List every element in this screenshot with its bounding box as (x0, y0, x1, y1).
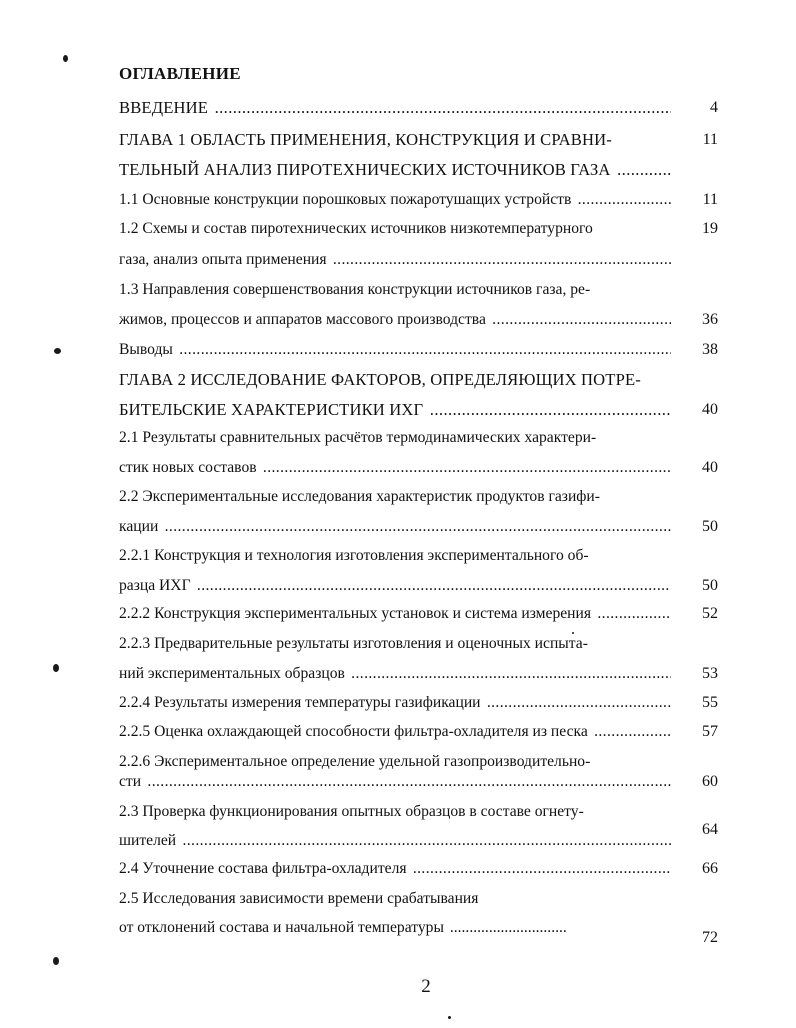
toc-entry-text: стик новых составов (119, 459, 257, 476)
toc-page-number: 55 (702, 694, 718, 711)
toc-entry-2-5 (119, 889, 671, 909)
toc-page-number: 66 (702, 860, 718, 877)
toc-entry-text: сти (119, 773, 142, 790)
toc-entry-1-1 (119, 190, 671, 210)
toc-page-number: 38 (702, 341, 718, 358)
toc-entry-1-3-cont (119, 310, 671, 330)
toc-entry-text: ГЛАВА 2 ИССЛЕДОВАНИЕ ФАКТОРОВ, ОПРЕДЕЛЯЮЩИХ ПОТРЕ- (119, 370, 641, 389)
toc-entry-text: 2.2.3 Предварительные результаты изготовления и оценочных испыта- (119, 635, 588, 652)
toc-entry-2-2-3-cont (119, 664, 671, 684)
toc-entry-text: БИТЕЛЬСКИЕ ХАРАКТЕРИСТИКИ ИХГ (119, 400, 424, 419)
toc-entry-2-2-4 (119, 693, 671, 713)
toc-entry-1-2-cont (119, 250, 671, 270)
toc-page-number: 52 (702, 605, 718, 622)
toc-entry-2-3-cont (119, 831, 671, 851)
toc-page-number: 36 (702, 311, 718, 328)
toc-entry-text: жимов, процессов и аппаратов массового производства (119, 311, 486, 328)
toc-entry-2-2-6 (119, 752, 671, 772)
toc-entry-text: Выводы (119, 341, 173, 358)
toc-entry-text: 2.3 Проверка функционирования опытных образцов в составе огнету- (119, 803, 584, 820)
toc-page-number: 4 (710, 99, 718, 116)
toc-page-number: 40 (702, 459, 718, 476)
scan-speck (448, 1016, 451, 1019)
toc-entry-text: 2.2.1 Конструкция и технология изготовления экспериментального об- (119, 547, 589, 564)
toc-page-number: 50 (702, 518, 718, 535)
scan-speck (53, 664, 59, 672)
toc-entry-2-2 (119, 487, 671, 507)
toc-entry-text: 1.2 Схемы и состав пиротехнических источников низкотемпературного (119, 220, 593, 237)
toc-entry-text: 2.2.4 Результаты измерения температуры газификации (119, 694, 481, 711)
toc-entry-text: разца ИХГ (119, 577, 191, 594)
toc-entry-2-2-6-cont (119, 772, 671, 792)
toc-entry-text: 2.4 Уточнение состава фильтра-охладителя (119, 860, 407, 877)
toc-page-number: 57 (702, 723, 718, 740)
scan-speck (54, 348, 61, 354)
scan-speck (572, 632, 574, 634)
toc-entry-chapter-1-cont (119, 160, 671, 180)
toc-entry-2-2-5 (119, 722, 671, 742)
toc-entry-2-3 (119, 802, 671, 822)
page-number: 2 (421, 976, 431, 997)
toc-entry-text: ТЕЛЬНЫЙ АНАЛИЗ ПИРОТЕХНИЧЕСКИХ ИСТОЧНИКОВ ГАЗА (119, 160, 611, 179)
toc-page-number: 64 (702, 821, 718, 838)
toc-entry-2-1-cont (119, 458, 671, 478)
toc-page-number: 50 (702, 577, 718, 594)
toc-entry-text: от отклонений состава и начальной температуры (119, 919, 444, 936)
toc-entry-text: 2.5 Исследования зависимости времени срабатывания (119, 890, 479, 907)
toc-entry-text: ВВЕДЕНИЕ (119, 98, 209, 117)
toc-page-number: 11 (702, 131, 718, 148)
toc-page-number: 60 (702, 773, 718, 790)
toc-entry-text: кации (119, 518, 159, 535)
toc-entry-text: шителей (119, 832, 177, 849)
toc-entry-2-2-3 (119, 634, 671, 654)
toc-entry-text: газа, анализ опыта применения (119, 251, 327, 268)
toc-entry-text: ний экспериментальных образцов (119, 665, 345, 682)
toc-entry-chapter-2-cont (119, 400, 671, 420)
toc-entry-2-5-cont: от отклонений состава и начальной температуры .............................. (119, 919, 567, 936)
toc-entry-2-2-2 (119, 604, 671, 624)
toc-entry-text: 2.2 Экспериментальные исследования характеристик продуктов газифи- (119, 488, 600, 505)
toc-page-number: 11 (702, 191, 718, 208)
toc-entry-text: 2.1 Результаты сравнительных расчётов термодинамических характери- (119, 429, 597, 446)
scan-speck (53, 957, 59, 965)
toc-entry-text: 2.2.2 Конструкция экспериментальных установок и система измерения (119, 605, 592, 622)
toc-page-number: 53 (702, 665, 718, 682)
toc-entry-chapter-1 (119, 130, 671, 150)
toc-entry-text: 1.3 Направления совершенствования конструкции источников газа, ре- (119, 281, 591, 298)
toc-entry-text: 2.2.6 Экспериментальное определение удельной газопроизводительно- (119, 753, 591, 770)
toc-entry-2-2-1-cont (119, 576, 671, 596)
toc-entry-text: ГЛАВА 1 ОБЛАСТЬ ПРИМЕНЕНИЯ, КОНСТРУКЦИЯ И СРАВНИ- (119, 130, 612, 149)
toc-entry-text: 2.2.5 Оценка охлаждающей способности фильтра-охладителя из песка (119, 723, 588, 740)
scan-speck (63, 55, 68, 62)
toc-entry-conclusions (119, 340, 671, 360)
toc-page-number: 19 (702, 220, 718, 237)
toc-entry-chapter-2 (119, 370, 671, 390)
toc-entry-introduction (119, 98, 671, 118)
toc-entry-2-4 (119, 859, 671, 879)
toc-heading: ОГЛАВЛЕНИЕ (119, 64, 241, 83)
toc-page-number: 40 (702, 401, 718, 418)
toc-entry-2-2-cont (119, 517, 671, 537)
toc-entry-2-2-1 (119, 546, 671, 566)
toc-entry-text: 1.1 Основные конструкции порошковых пожаротушащих устройств (119, 191, 572, 208)
toc-entry-1-2 (119, 219, 671, 239)
toc-entry-2-1 (119, 428, 671, 448)
toc-page-number: 72 (702, 929, 718, 946)
toc-entry-1-3 (119, 280, 671, 300)
